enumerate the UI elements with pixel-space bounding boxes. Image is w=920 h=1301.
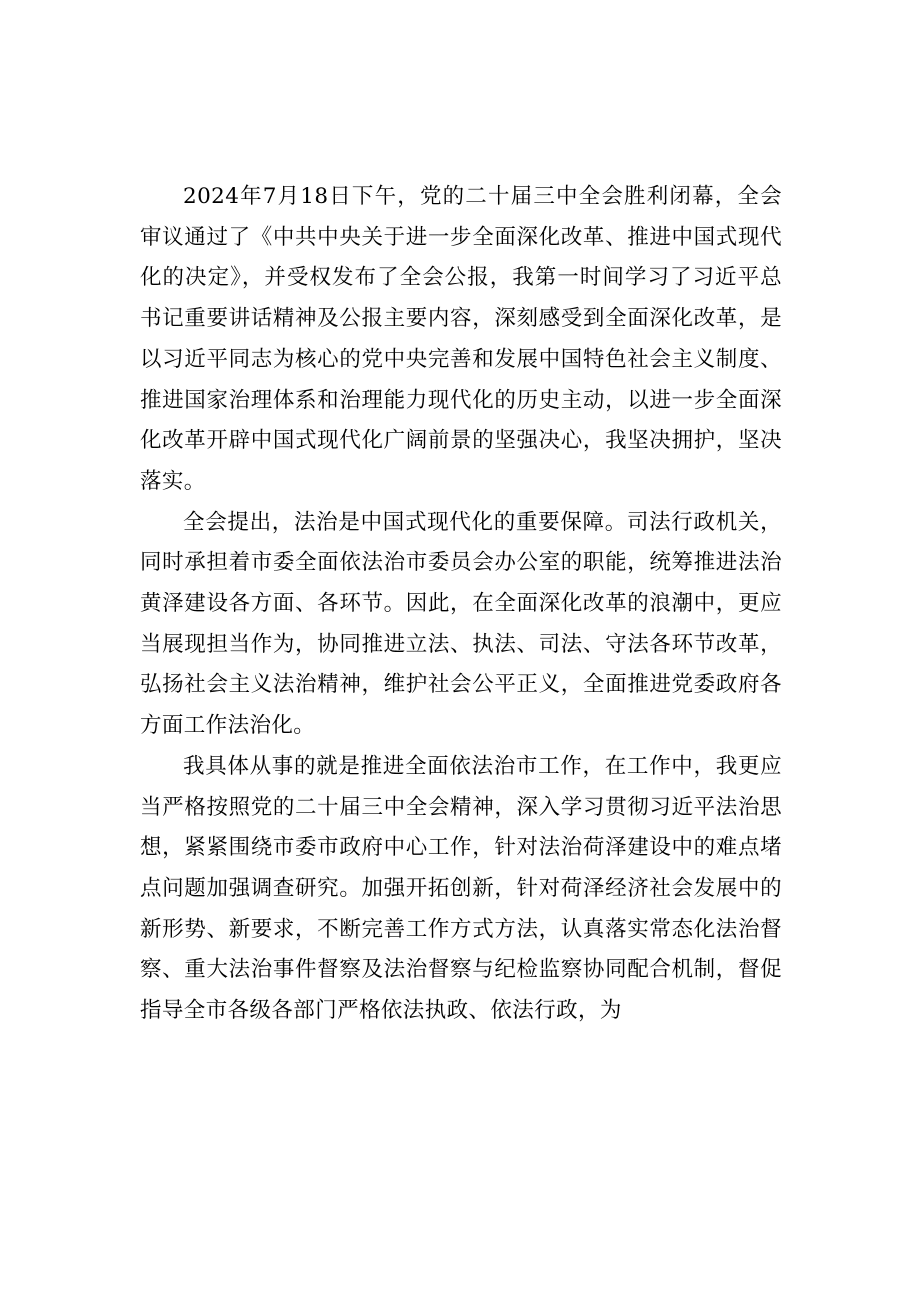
paragraph-1: 2024年7月18日下午，党的二十届三中全会胜利闭幕，全会审议通过了《中共中央关于进一步全面深化改革、推进中国式现代化的决定》，并受权发布了全会公报，我第一时间学习了习近平总书记重要讲话精神及公报主要内容，深刻感受到全面深化改革，是以习近平同志为核心的党中央完善和发展中国特色社会主义制度、推进国家治理体系和治理能力现代化的历史主动，以进一步全面深化改革开辟中国式现代化广阔前景的坚强决心，我坚决拥护，坚决落实。 [140, 184, 782, 494]
paragraph-2: 全会提出，法治是中国式现代化的重要保障。司法行政机关，同时承担着市委全面依法治市委员会办公室的职能，统筹推进法治黄泽建设各方面、各环节。因此，在全面深化改革的浪潮中，更应当展现担当作为，协同推进立法、执法、司法、守法各环节改革，弘扬社会主义法治精神，维护社会公平正义，全面推进党委政府各方面工作法治化。 [140, 509, 782, 739]
document-body [140, 177, 782, 1032]
paragraph-3: 我具体从事的就是推进全面依法治市工作，在工作中，我更应当严格按照党的二十届三中全会精神，深入学习贯彻习近平法治思想，紧紧围绕市委市政府中心工作，针对法治荷泽建设中的难点堵点问题加强调查研究。加强开拓创新，针对荷泽经济社会发展中的新形势、新要求，不断完善工作方式方法，认真落实常态化法治督察、重大法治事件督察及法治督察与纪检监察协同配合机制，督促指导全市各级各部门严格依法执政、依法行政，为 [140, 753, 782, 1024]
